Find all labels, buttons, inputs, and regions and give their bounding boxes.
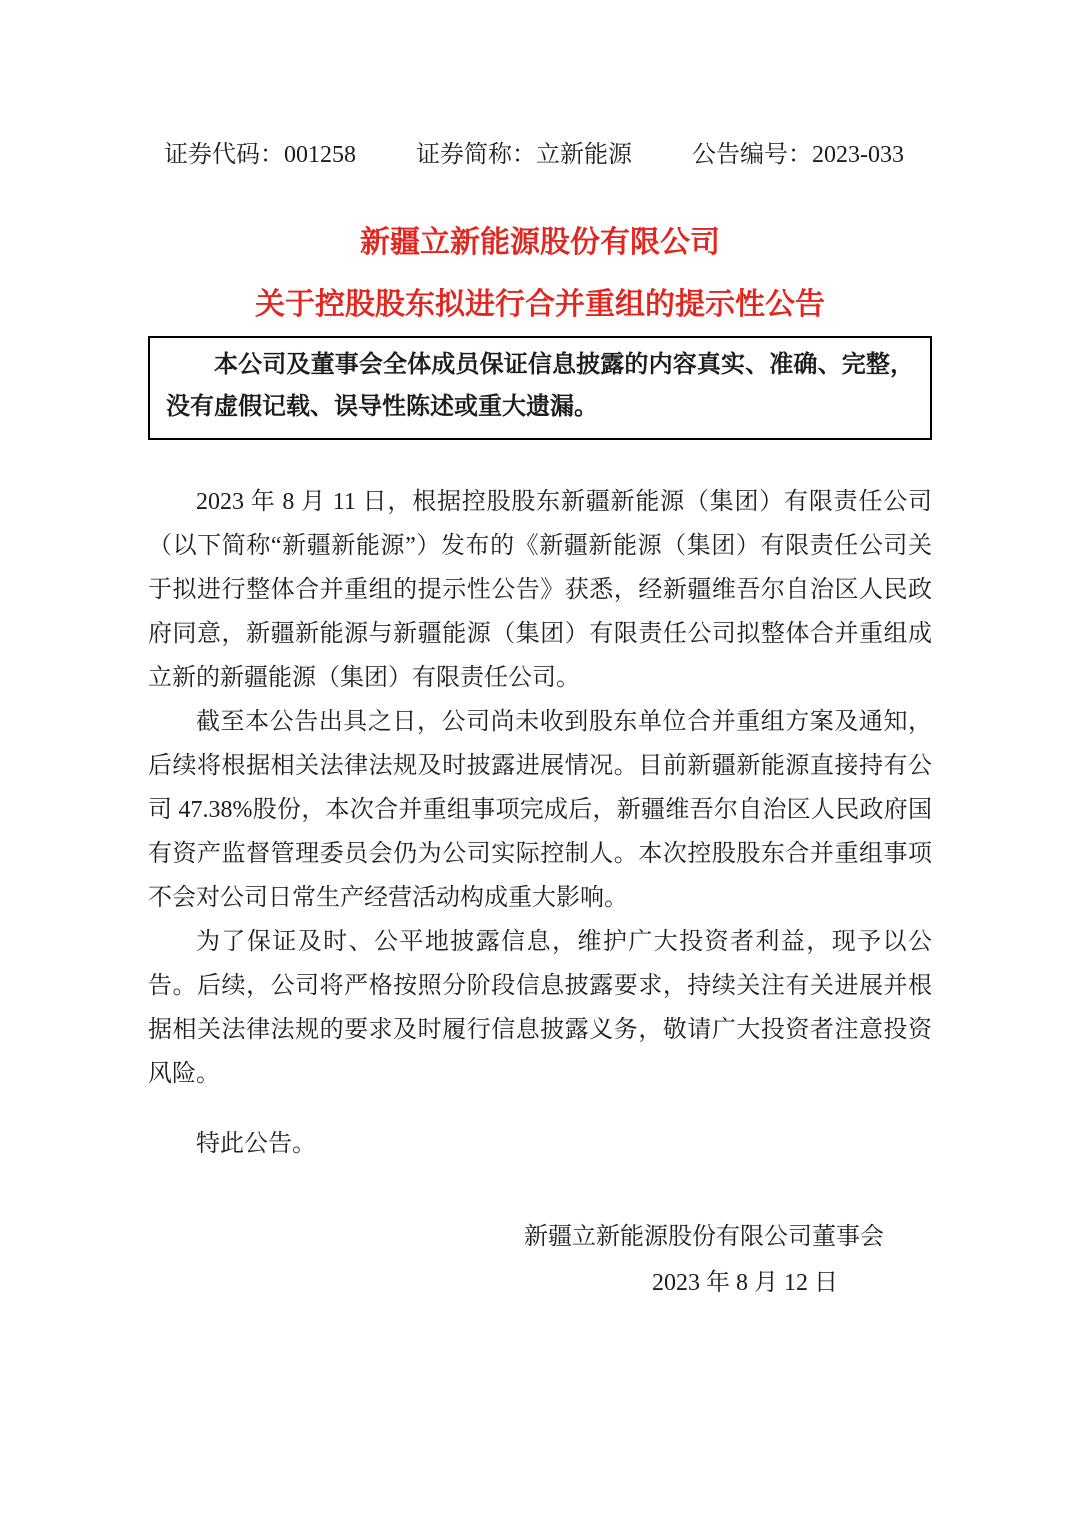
disclaimer-text: 本公司及董事会全体成员保证信息披露的内容真实、准确、完整，没有虚假记载、误导性陈述或重大遗漏。	[166, 351, 914, 420]
body-paragraph-1: 2023 年 8 月 11 日，根据控股股东新疆新能源（集团）有限责任公司（以下简称“新疆新能源”）发布的《新疆新能源（集团）有限责任公司关于拟进行整体合并重组的提示性公告》获悉，经新疆维吾尔自治区人民政府同意，新疆新能源与新疆能源（集团）有限责任公司拟整体合并重组成立新的新疆能源（集团）有限责任公司。	[148, 489, 932, 691]
announcement-body	[148, 480, 932, 1166]
stock-name-label: 证券简称：	[416, 142, 536, 168]
announcement-number	[692, 140, 904, 170]
body-paragraph-3: 为了保证及时、公平地披露信息，维护广大投资者利益，现予以公告。后续，公司将严格按照分阶段信息披露要求，持续关注有关进展并根据相关法律法规的要求及时履行信息披露义务，敬请广大投资者注意投资风险。	[148, 929, 932, 1087]
stock-code-label: 证券代码：	[164, 142, 284, 168]
announcement-number-label: 公告编号：	[692, 142, 812, 168]
signature-company-board: 新疆立新能源股份有限公司董事会	[524, 1224, 884, 1250]
stock-name-value: 立新能源	[536, 142, 632, 168]
announcement-title: 关于控股股东拟进行合并重组的提示性公告	[255, 288, 825, 321]
body-paragraph-2: 截至本公告出具之日，公司尚未收到股东单位合并重组方案及通知，后续将根据相关法律法规及时披露进展情况。目前新疆新能源直接持有公司 47.38%股份，本次合并重组事项完成后，新疆维吾尔自治区人民政府国有资产监督管理委员会仍为公司实际控制人。本次控股股东合并重组事项不会对公司日常生产经营活动构成重大影响。	[148, 709, 932, 911]
stock-code	[164, 140, 356, 170]
disclaimer-box	[148, 336, 932, 440]
signature-date: 2023 年 8 月 12 日	[652, 1270, 838, 1296]
announcement-number-value: 2023-033	[812, 142, 904, 168]
stock-name	[416, 140, 632, 170]
signature-block	[148, 1214, 932, 1306]
securities-info-row	[148, 140, 932, 170]
company-title: 新疆立新能源股份有限公司	[360, 226, 720, 259]
stock-code-value: 001258	[284, 142, 356, 168]
closing-statement: 特此公告。	[196, 1131, 316, 1157]
